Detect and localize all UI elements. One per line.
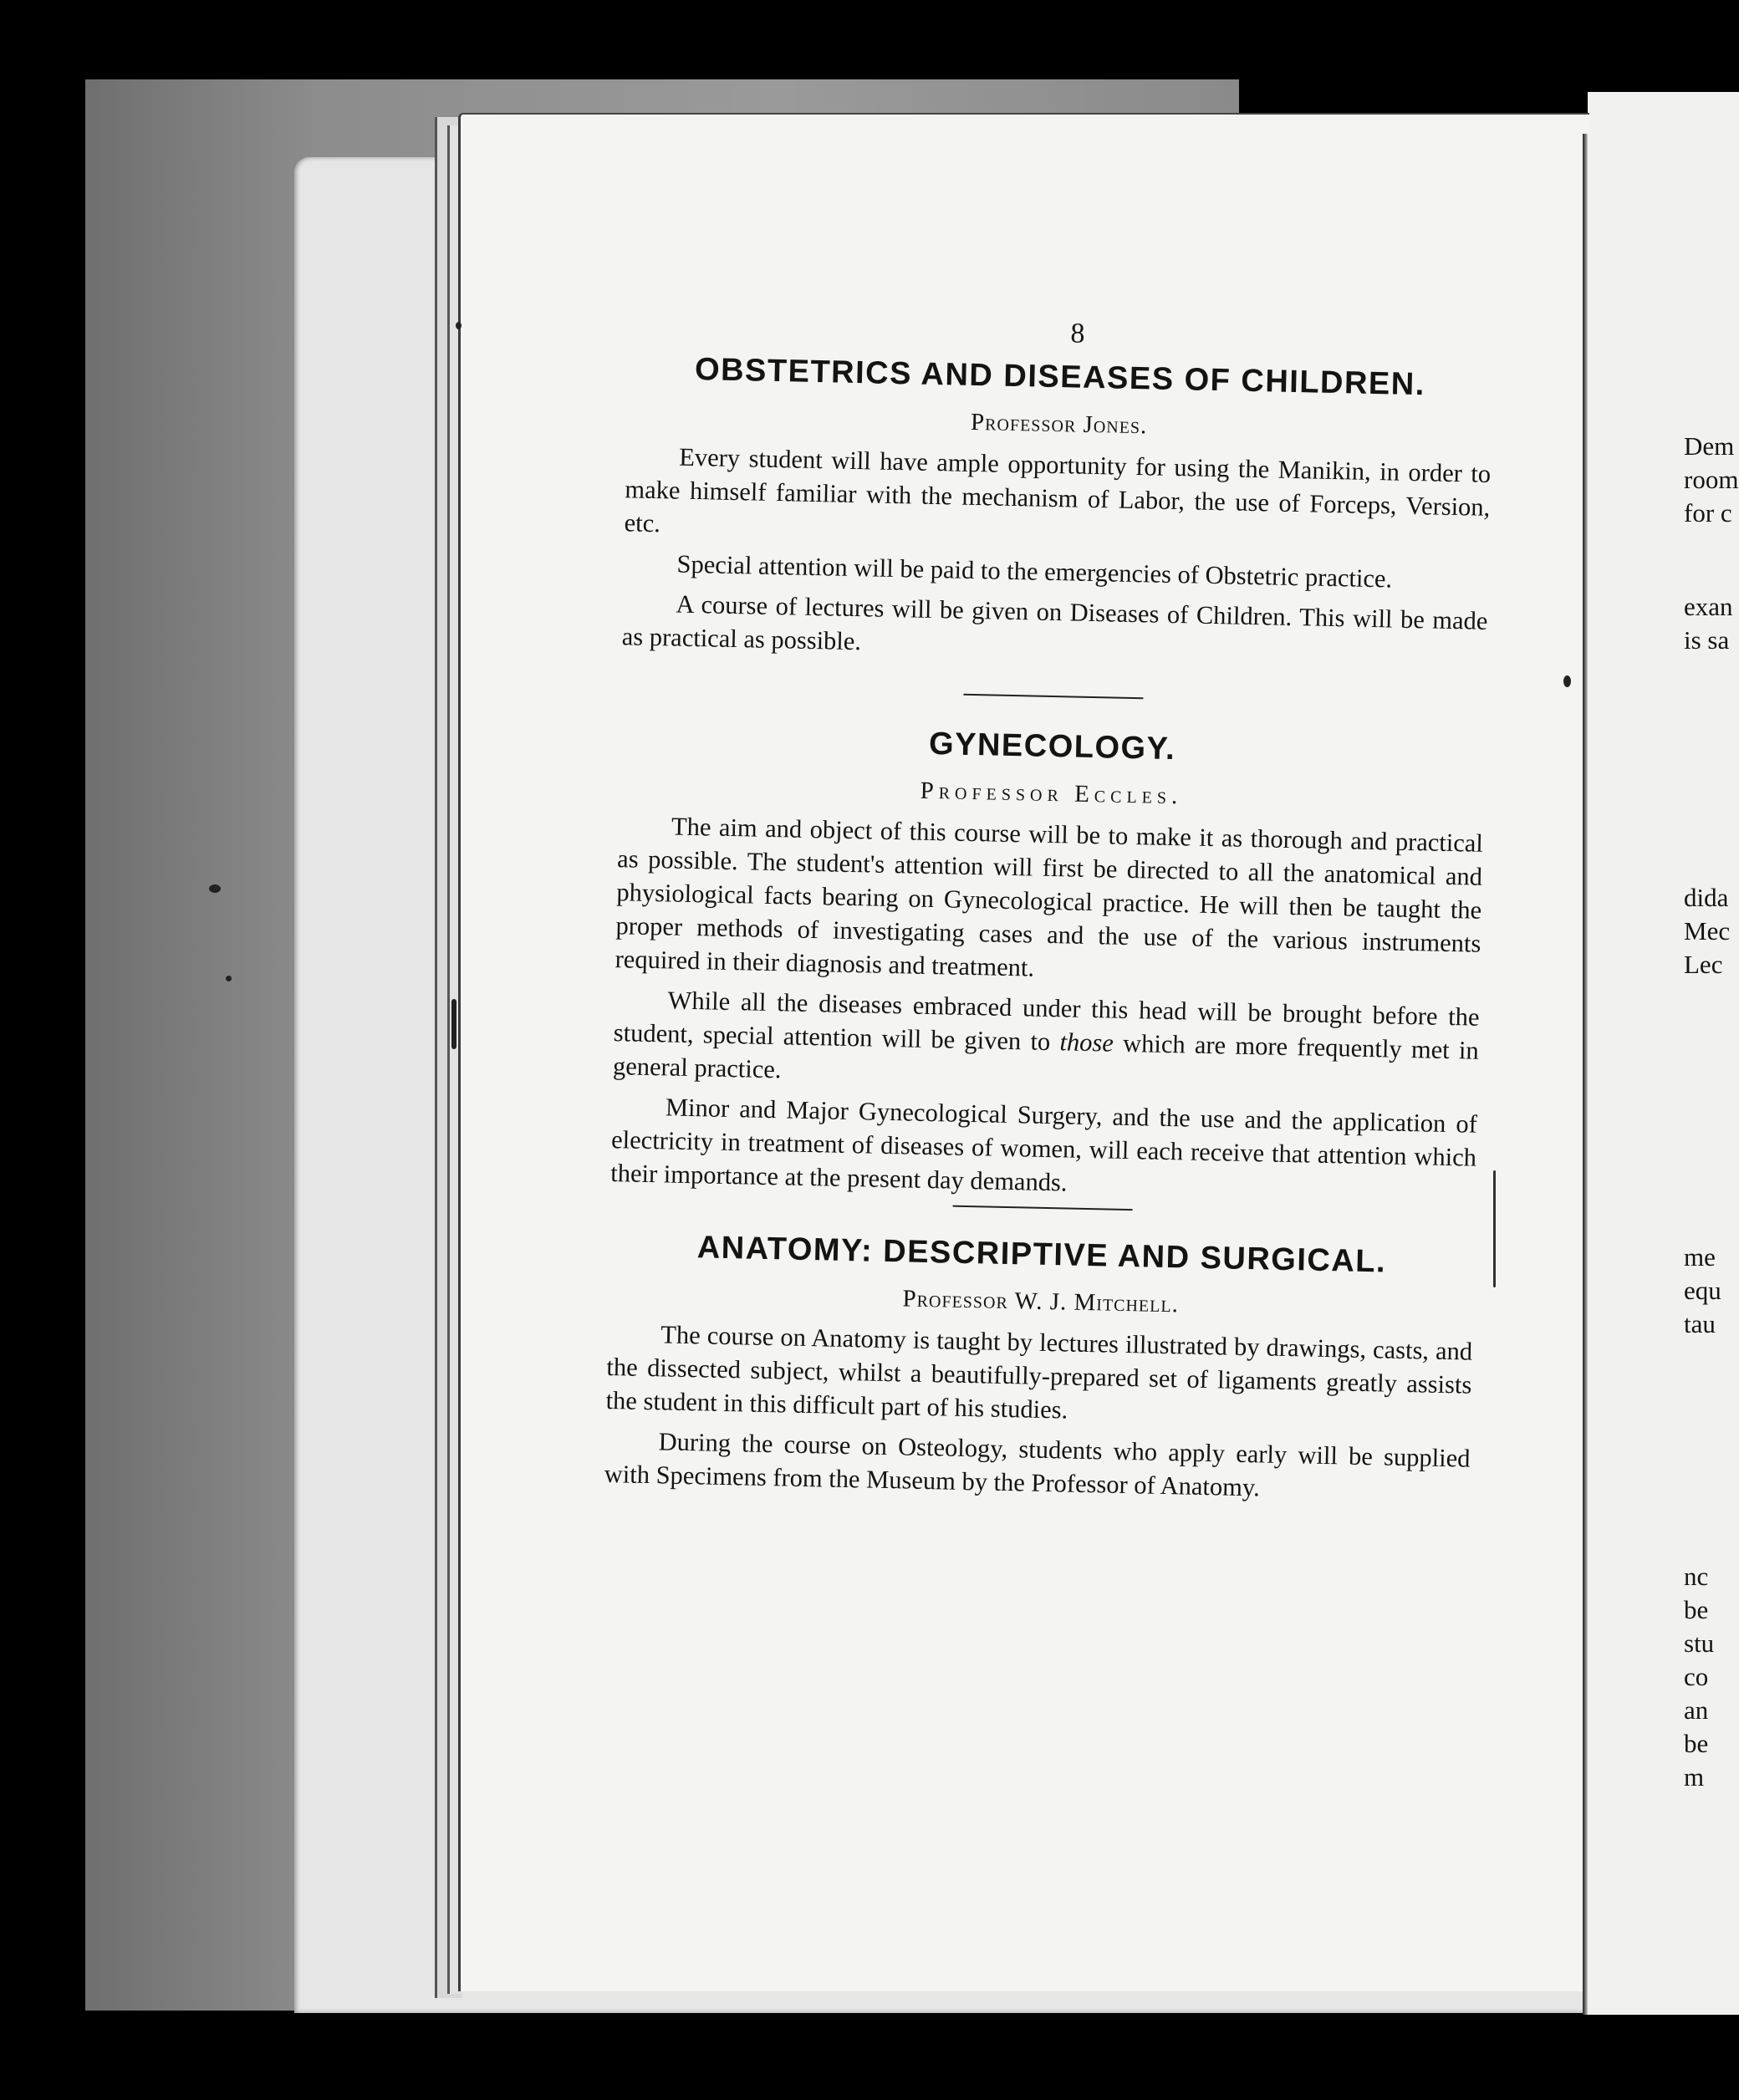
fragment-line: exan (1684, 592, 1733, 621)
fragment-line: m (1684, 1762, 1705, 1792)
section-divider (953, 1205, 1133, 1211)
fragment-line: dida (1684, 883, 1729, 912)
page-content (604, 308, 1494, 1515)
page-gutter (1583, 134, 1588, 2015)
paragraph (613, 982, 1480, 1101)
scan-speck (1563, 675, 1571, 687)
professor-name: Professor Jones. (970, 408, 1148, 440)
section-heading: ANATOMY: DESCRIPTIVE AND SURGICAL. (696, 1230, 1387, 1280)
scan-speck (226, 976, 232, 981)
section-obstetrics (621, 350, 1492, 671)
fragment-line: be (1684, 1595, 1709, 1624)
fragment-line: room (1684, 465, 1739, 494)
paragraph-text: While all the diseases embraced under this head will be brought before the student, special attention will be given to (613, 986, 1480, 1057)
paragraph: The aim and object of this course will be to make it as thorough and practical as possible. The student's attention will first be directed to all the anatomical and physiological facts bearing on Gynecological practice. He will then be taught the proper methods of investigating cases and the use of the various instruments required in their diagnosis and treatment. (615, 812, 1484, 982)
fragment-line: tau (1684, 1309, 1716, 1338)
section-heading: OBSTETRICS AND DISEASES OF CHILDREN. (694, 351, 1426, 403)
paragraph: Minor and Major Gynecological Surgery, and the use and the application of electricity in treatment of diseases of women, will each receive that attention which their importance at the present day demands. (610, 1093, 1478, 1197)
paragraph: During the course on Osteology, students who apply early will be supplied with Specimens from the Museum by the Professor of Anatomy. (604, 1427, 1471, 1502)
professor-name: Professor Eccles. (920, 777, 1183, 810)
facing-page-fragment (1684, 1560, 1739, 1794)
fragment-line: Lec (1684, 950, 1723, 979)
fragment-line: Dem (1684, 431, 1735, 461)
professor-name: Professor W. J. Mitchell. (902, 1285, 1180, 1318)
scan-mark (451, 999, 456, 1049)
facing-page-fragment (1684, 881, 1739, 981)
page-number: 8 (1070, 318, 1085, 349)
scan-mark (1493, 1170, 1496, 1287)
fragment-line: co (1684, 1662, 1709, 1691)
paragraph: The course on Anatomy is taught by lectures illustrated by drawings, casts, and the dissected subject, whilst a beautifully-prepared set of ligaments greatly assists the student in this difficult part of his studies. (605, 1320, 1473, 1425)
fragment-line: me (1684, 1242, 1716, 1272)
facing-page-fragment (1684, 590, 1739, 657)
fragment-line: is sa (1684, 625, 1730, 655)
fragment-line: stu (1684, 1629, 1715, 1658)
fragment-line: Mec (1684, 916, 1731, 946)
section-divider (963, 694, 1143, 700)
scan-speck (209, 884, 221, 893)
section-heading: GYNECOLOGY. (928, 726, 1176, 767)
facing-page-fragment (1684, 430, 1739, 530)
fragment-line: nc (1684, 1562, 1709, 1591)
fragment-line: be (1684, 1729, 1709, 1758)
facing-page-fragment (1684, 1241, 1739, 1341)
paragraph: Special attention will be paid to the emergencies of Obstetric practice. (676, 549, 1393, 594)
scan-speck (456, 322, 462, 329)
fragment-line: an (1684, 1695, 1709, 1725)
section-anatomy (604, 1228, 1474, 1509)
section-gynecology (610, 720, 1486, 1208)
fragment-line: equ (1684, 1276, 1721, 1305)
paragraph: A course of lectures will be given on Diseases of Children. This will be made as practical as possible. (621, 589, 1488, 656)
fragment-line: for c (1684, 498, 1732, 528)
paragraph: Every student will have ample opportunity for using the Manikin, in order to make himself familiar with the mechanism of Labor, the use of Forceps, Version, etc. (624, 442, 1492, 538)
paragraph-text: which are more frequently met in general practice. (612, 1028, 1480, 1084)
italic-emphasis: those (1059, 1027, 1114, 1058)
